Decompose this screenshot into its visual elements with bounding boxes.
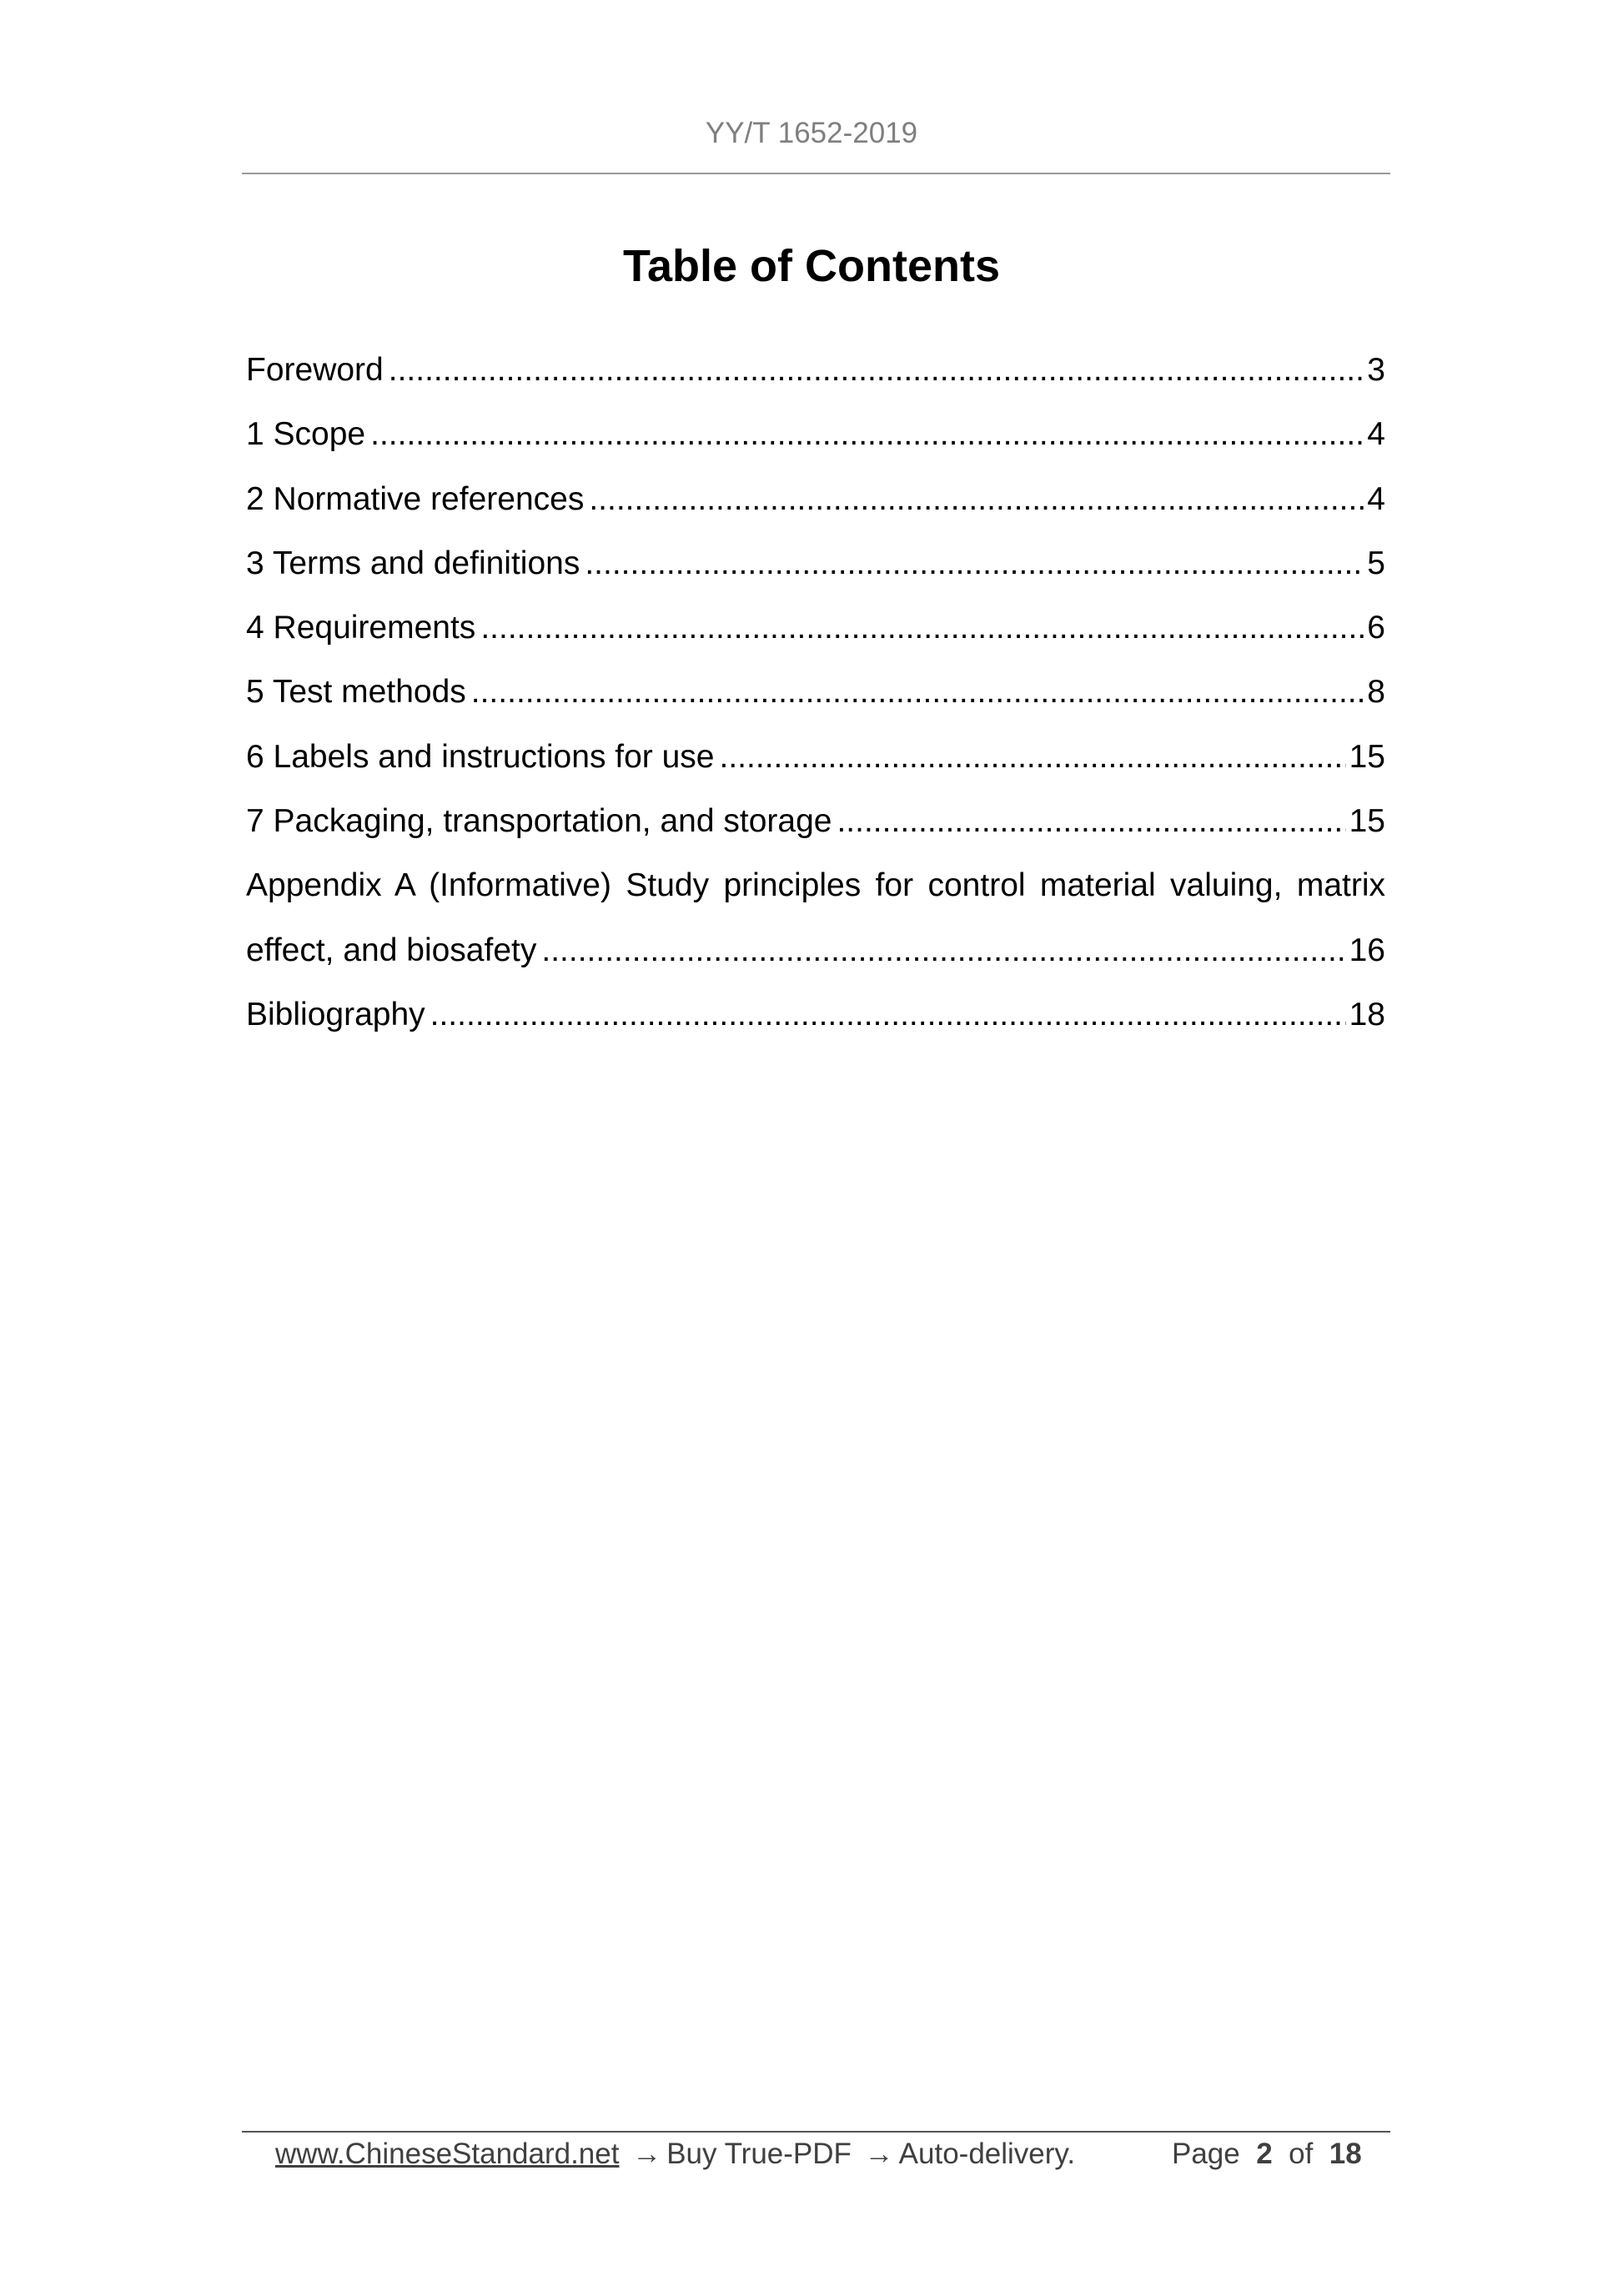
toc-entry-page: 18 xyxy=(1349,996,1385,1032)
toc-entry-normative-references[interactable] xyxy=(246,467,1385,531)
toc-entry-page: 4 xyxy=(1367,416,1385,453)
toc-entry-label: Bibliography xyxy=(246,996,425,1032)
page-word: Page xyxy=(1172,2138,1240,2170)
arrow-right-icon: → xyxy=(864,2138,894,2170)
toc-entry-bibliography[interactable] xyxy=(246,982,1385,1047)
document-code: YY/T 1652-2019 xyxy=(705,117,918,149)
toc-entry-label: 3 Terms and definitions xyxy=(246,545,580,581)
toc-entry-label: 6 Labels and instructions for use xyxy=(246,738,715,775)
toc-entry-label: 1 Scope xyxy=(246,416,366,453)
toc-entry-terms-and-definitions[interactable] xyxy=(246,531,1385,595)
toc-entry-label: Foreword xyxy=(246,352,384,388)
toc-entry-page: 5 xyxy=(1367,545,1385,581)
toc-entry-test-methods[interactable] xyxy=(246,660,1385,724)
arrow-right-icon: → xyxy=(632,2138,662,2170)
page-title: Table of Contents xyxy=(623,241,1000,291)
toc-entry-labels-and-instructions[interactable] xyxy=(246,725,1385,789)
toc-entry-appendix-a-line2[interactable] xyxy=(246,918,1385,982)
toc-leader-dots xyxy=(471,660,1364,724)
page-current: 2 xyxy=(1256,2138,1273,2170)
toc-entry-requirements[interactable] xyxy=(246,595,1385,660)
toc-entry-label: 7 Packaging, transportation, and storage xyxy=(246,803,832,840)
toc-entry-label: 5 Test methods xyxy=(246,674,466,711)
auto-delivery-text: Auto-delivery. xyxy=(898,2138,1076,2170)
toc-leader-dots xyxy=(589,467,1364,531)
toc-entry-foreword[interactable] xyxy=(246,338,1385,402)
toc-leader-dots xyxy=(389,338,1364,402)
page-number xyxy=(1172,2133,1362,2176)
header-divider xyxy=(242,173,1390,174)
toc-entry-appendix-a-line1[interactable]: Appendix A (Informative) Study principles for control material valuing, matrix xyxy=(246,867,1385,904)
site-link[interactable]: www.ChineseStandard.net xyxy=(275,2138,620,2170)
toc-entry-packaging[interactable] xyxy=(246,789,1385,853)
toc-entry-page: 15 xyxy=(1349,803,1385,840)
toc-entry-scope[interactable] xyxy=(246,402,1385,466)
toc-leader-dots xyxy=(430,982,1346,1047)
toc-entry-label: effect, and biosafety xyxy=(246,932,537,968)
buy-pdf-text: Buy True-PDF xyxy=(666,2138,852,2170)
page-footer xyxy=(275,2133,1362,2176)
toc-entry-page: 6 xyxy=(1367,610,1385,646)
toc-leader-dots xyxy=(480,595,1364,660)
toc-entry-page: 8 xyxy=(1367,674,1385,711)
table-of-contents xyxy=(246,338,1385,1047)
toc-leader-dots xyxy=(720,725,1346,789)
toc-leader-dots xyxy=(541,918,1345,982)
toc-entry-page: 3 xyxy=(1367,352,1385,388)
toc-leader-dots xyxy=(370,402,1364,466)
toc-entry-label: 4 Requirements xyxy=(246,610,476,646)
toc-entry-page: 15 xyxy=(1349,738,1385,775)
toc-entry-label: 2 Normative references xyxy=(246,480,585,517)
page-total: 18 xyxy=(1329,2138,1362,2170)
toc-leader-dots xyxy=(837,789,1345,853)
toc-entry-page: 4 xyxy=(1367,480,1385,517)
toc-entry-page: 16 xyxy=(1349,932,1385,968)
of-word: of xyxy=(1289,2138,1314,2170)
toc-leader-dots xyxy=(585,531,1364,595)
